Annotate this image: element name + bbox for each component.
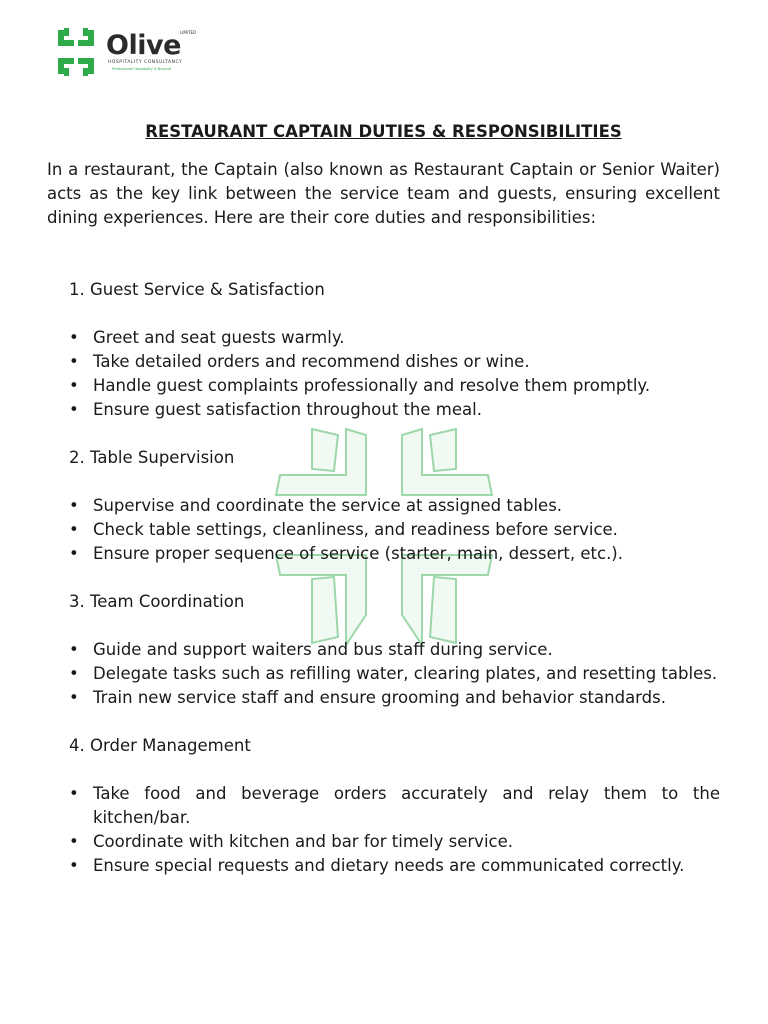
list-item: • Delegate tasks such as refilling water, clearing plates, and resetting tables. <box>47 662 720 686</box>
company-logo <box>50 26 200 78</box>
bullet-list <box>47 326 720 422</box>
list-item: • Check table settings, cleanliness, and readiness before service. <box>47 518 720 542</box>
list-item: • Take detailed orders and recommend dishes or wine. <box>47 350 720 374</box>
bullet-list <box>47 494 720 566</box>
bullet-list <box>47 782 720 878</box>
intro-paragraph: In a restaurant, the Captain (also known as Restaurant Captain or Senior Waiter) acts as the key link between the service team and guests, ensuring excellent dining experiences. Here are their core duties and responsibilities: <box>47 160 720 227</box>
list-item: • Ensure special requests and dietary needs are communicated correctly. <box>47 854 720 878</box>
list-item: • Take food and beverage orders accurately and relay them to the kitchen/bar. <box>47 782 720 830</box>
logo-registered-mark: LIMITED <box>180 30 197 35</box>
bullet-list <box>47 638 720 710</box>
list-item: • Train new service staff and ensure grooming and behavior standards. <box>47 686 720 710</box>
logo-tagline: HOSPITALITY CONSULTANCY <box>108 60 183 65</box>
section-heading: 2. Table Supervision <box>69 448 235 467</box>
section-order-management <box>47 734 720 878</box>
olive-emblem-icon <box>50 26 102 78</box>
section-heading: 4. Order Management <box>69 736 251 755</box>
section-heading: 1. Guest Service & Satisfaction <box>69 280 325 299</box>
list-item: • Handle guest complaints professionally and resolve them promptly. <box>47 374 720 398</box>
logo-brand-name: Olive <box>106 30 181 61</box>
list-item: • Guide and support waiters and bus staff during service. <box>47 638 720 662</box>
list-item: • Ensure guest satisfaction throughout the meal. <box>47 398 720 422</box>
section-heading: 3. Team Coordination <box>69 592 245 611</box>
document-body <box>47 120 720 878</box>
list-item: • Coordinate with kitchen and bar for timely service. <box>47 830 720 854</box>
document-title: RESTAURANT CAPTAIN DUTIES & RESPONSIBILITIES <box>145 122 622 141</box>
list-item: • Greet and seat guests warmly. <box>47 326 720 350</box>
list-item: • Ensure proper sequence of service (starter, main, dessert, etc.). <box>47 542 720 566</box>
list-item: • Supervise and coordinate the service at assigned tables. <box>47 494 720 518</box>
section-table-supervision <box>47 446 720 566</box>
logo-subtagline: Professional Hospitality & Beyond <box>112 67 172 71</box>
section-team-coordination <box>47 590 720 710</box>
section-guest-service <box>47 278 720 422</box>
